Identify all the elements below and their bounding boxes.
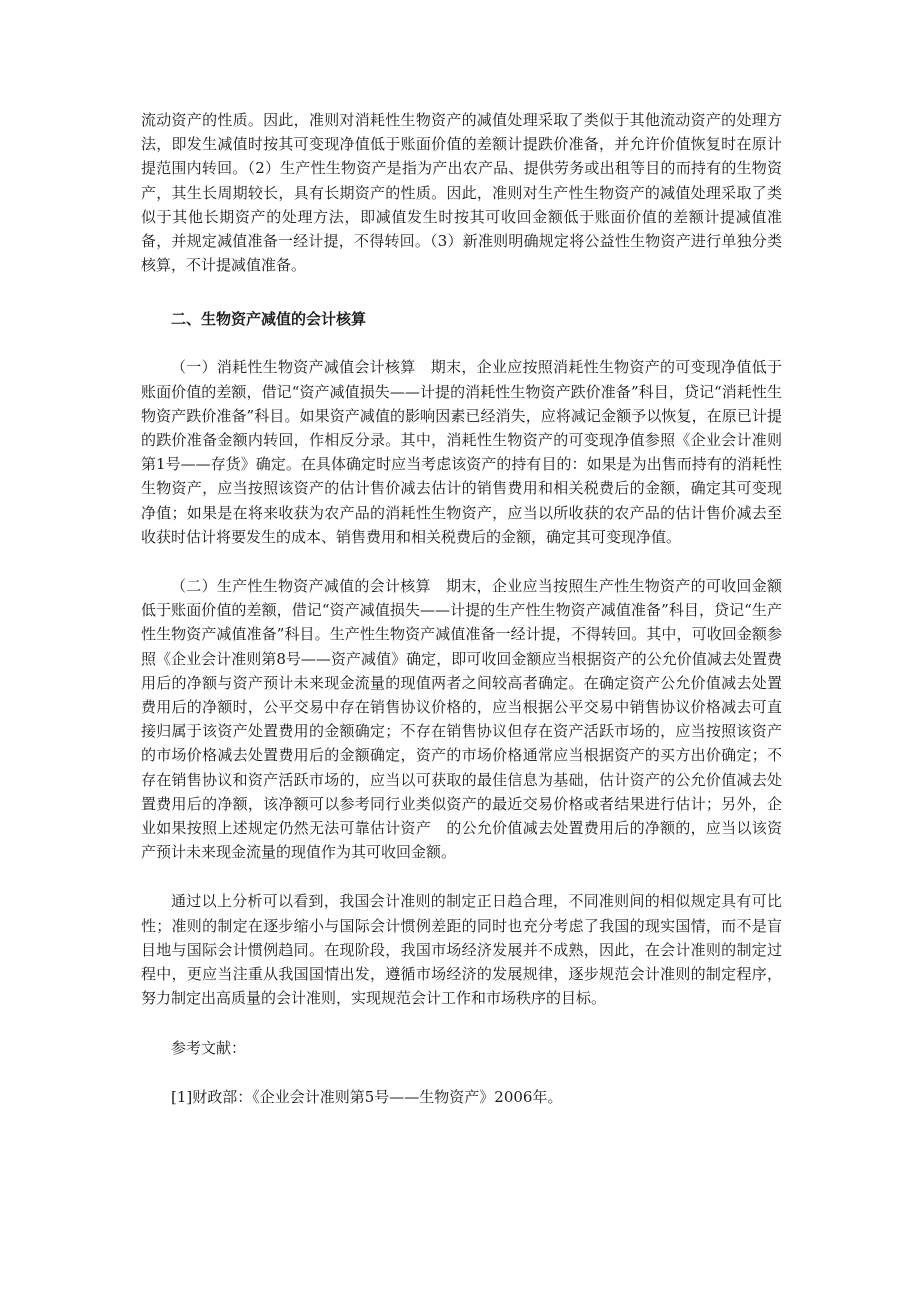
spacer bbox=[141, 277, 782, 307]
subsection-productive: （二）生产性生物资产减值的会计核算 期末，企业应当按照生产性生物资产的可收回金额低于账面价值的差额，借记“资产减值损失——计提的生产性生物资产减值准备”科目，贷记“生产性生物资产减值准备”科目。生产性生物资产减值准备一经计提，不得转回。其中，可收回金额参照《企业会计准则第8号——资产减值》确定，即可收回金额应当根据资产的公允价值减去处置费用后的净额与资产预计未来现金流量的现值两者之间较高者确定。在确定资产公允价值减去处置费用后的净额时，公平交易中存在销售协议价格的，应当根据公平交易中销售协议价格减去可直接归属于该资产处置费用的金额确定；不存在销售协议但存在资产活跃市场的，应当按照该资产的市场价格减去处置费用后的金额确定，资产的市场价格通常应当根据资产的买方出价确定；不存在销售协议和资产活跃市场的，应当以可获取的最佳信息为基础，估计资产的公允价值减去处置费用后的净额，该净额可以参考同行业类似资产的最近交易价格或者结果进行估计；另外，企业如果按照上述规定仍然无法可靠估计资产 的公允价值减去处置费用后的净额的，应当以该资产预计未来现金流量的现值作为其可收回金额。 bbox=[141, 577, 782, 862]
document-page bbox=[141, 108, 782, 1109]
spacer bbox=[141, 331, 782, 355]
intro-paragraph: 流动资产的性质。因此，准则对消耗性生物资产的减值处理采取了类似于其他流动资产的处理方法，即发生减值时按其可变现净值低于账面价值的差额计提跌价准备，并允许价值恢复时在原计提范围内转回。（2）生产性生物资产是指为产出农产品、提供劳务或出租等目的而持有的生物资产，其生长周期较长，具有长期资产的性质。因此，准则对生产性生物资产的减值处理采取了类似于其他长期资产的处理方法，即减值发生时按其可收回金额低于账面价值的差额计提减值准备，并规定减值准备一经计提，不得转回。（3）新准则明确规定将公益性生物资产进行单独分类核算，不计提减值准备。 bbox=[141, 111, 782, 275]
conclusion-paragraph: 通过以上分析可以看到，我国会计准则的制定正日趋合理，不同准则间的相似规定具有可比性；准则的制定在逐步缩小与国际会计惯例差距的同时也充分考虑了我国的现实国情，而不是盲目地与国际会计惯例趋同。在现阶段，我国市场经济发展并不成熟，因此，在会计准则的制定过程中，更应当注重从我国国情出发，遵循市场经济的发展规律，逐步规范会计准则的制定程序，努力制定出高质量的会计准则，实现规范会计工作和市场秩序的目标。 bbox=[141, 892, 782, 1008]
spacer bbox=[141, 1060, 782, 1085]
spacer bbox=[141, 1011, 782, 1036]
spacer bbox=[141, 864, 782, 889]
references-label: 参考文献： bbox=[171, 1038, 247, 1057]
reference-item: [1]财政部：《企业会计准则第5号——生物资产》2006年。 bbox=[171, 1087, 563, 1106]
spacer bbox=[141, 549, 782, 574]
subsection-consumptive: （一）消耗性生物资产减值会计核算 期末，企业应按照消耗性生物资产的可变现净值低于账面价值的差额，借记“资产减值损失——计提的消耗性生物资产跌价准备”科目，贷记“消耗性生物资产跌价准备”科目。如果资产减值的影响因素已经消失，应将减记金额予以恢复，在原已计提的跌价准备金额内转回，作相反分录。其中，消耗性生物资产的可变现净值参照《企业会计准则第1号——存货》确定。在具体确定时应当考虑该资产的持有目的：如果是为出售而持有的消耗性生物资产，应当按照该资产的估计售价减去估计的销售费用和相关税费后的金额，确定其可变现净值；如果是在将来收获为农产品的消耗性生物资产，应当以所收获的农产品的估计售价减去至收获时估计将要发生的成本、销售费用和相关税费后的金额，确定其可变现净值。 bbox=[141, 358, 782, 546]
section-heading: 二、生物资产减值的会计核算 bbox=[171, 310, 367, 329]
